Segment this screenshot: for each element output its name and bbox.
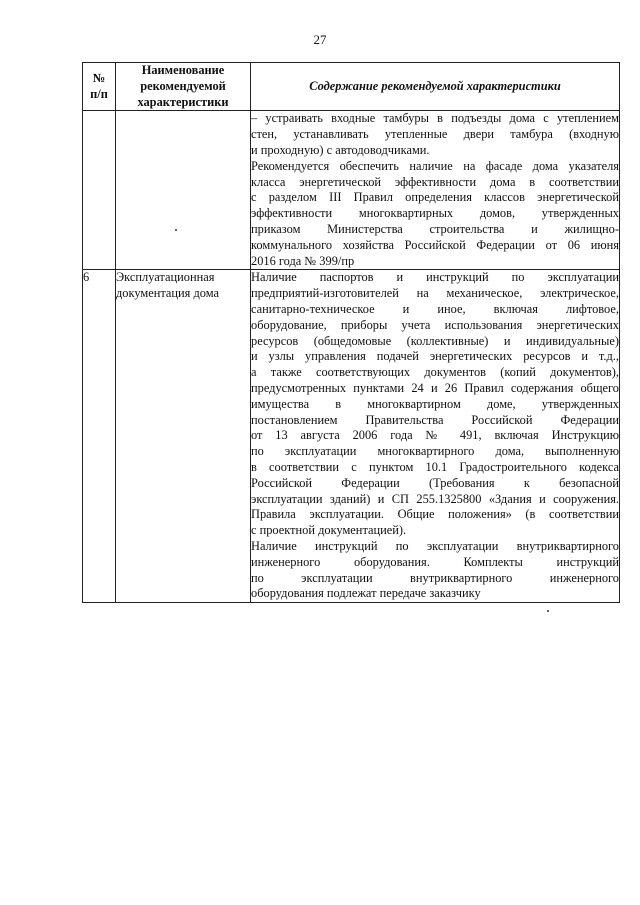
content-line: стен, устанавливать утепленные двери тамбура (входную	[251, 127, 619, 142]
content-line: постановлением Правительства Российской Федерации	[251, 412, 619, 427]
table-row	[83, 111, 620, 270]
content-line: имущества в многоквартирном доме, утвержденных	[251, 396, 619, 411]
scan-speck	[547, 610, 549, 612]
table-row	[83, 270, 620, 603]
content-line: Наличие паспортов и инструкций по эксплуатации	[251, 270, 619, 285]
content-line: по эксплуатации внутриквартирного инженерного	[251, 570, 619, 585]
header-name	[116, 63, 251, 111]
content-line: приказом Министерства строительства и жилищно-	[251, 221, 619, 236]
characteristics-table	[82, 62, 620, 603]
content-line: Правила эксплуатации. Общие положения» (в соответствии	[251, 507, 619, 522]
content-line: класса энергетической эффективности дома в соответствии	[251, 174, 619, 189]
content-line: с проектной документацией).	[251, 523, 407, 538]
characteristic-name-cell	[116, 111, 251, 270]
characteristic-name-line: документация дома	[116, 286, 219, 301]
content-line: а также соответствующих документов (копий документов),	[251, 365, 619, 380]
scan-speck	[175, 229, 177, 231]
content-line: санитарно-техническое и иное, включая лифтовое,	[251, 301, 619, 316]
content-line: Российской Федерации (Требования к безопасной	[251, 475, 619, 490]
content-line: ресурсов (общедомовые (коллективные) и индивидуальные)	[251, 333, 619, 348]
content-line: эксплуатации зданий) и СП 255.1325800 «Здания и сооружения.	[251, 491, 619, 506]
header-content: Содержание рекомендуемой характеристики	[251, 63, 620, 111]
content-line: оборудования подлежат передаче заказчику	[251, 586, 481, 601]
header-name-line: рекомендуемой	[140, 78, 226, 93]
content-line: коммунального хозяйства Российской Федерации от 06 июня	[251, 237, 619, 252]
characteristic-content-cell	[251, 111, 620, 270]
content-line: 2016 года № 399/пр	[251, 253, 355, 268]
content-line: в соответствии с пунктом 10.1 Градостроительного кодекса	[251, 459, 619, 474]
content-line: – устраивать входные тамбуры в подъезды дома с утеплением	[251, 111, 619, 126]
content-line: Рекомендуется обеспечить наличие на фасаде дома указателя	[251, 158, 619, 173]
header-num	[83, 63, 116, 111]
header-name-line: характеристики	[137, 94, 229, 109]
content-line: предприятий-изготовителей на механическое, электрическое,	[251, 286, 619, 301]
content-line: оборудование, приборы учета использования энергетических	[251, 317, 619, 332]
characteristic-name-line: Эксплуатационная	[116, 270, 215, 285]
row-number-cell	[83, 111, 116, 270]
content-line: и узлы управления подачей энергетических ресурсов и т.д.,	[251, 349, 619, 364]
content-line: предусмотренных пунктами 24 и 26 Правил содержания общего	[251, 380, 619, 395]
content-line: эффективности многоквартирных домов, утвержденных	[251, 206, 619, 221]
content-line: Наличие инструкций по эксплуатации внутриквартирного	[251, 538, 619, 553]
content-line: инженерного оборудования. Комплекты инструкций	[251, 554, 619, 569]
content-line: и проходную) с автодоводчиками.	[251, 142, 430, 157]
page-number: 27	[313, 32, 327, 47]
header-num-line: №	[92, 70, 106, 85]
characteristic-content-cell	[251, 270, 620, 603]
header-name-line: Наименование	[141, 63, 225, 77]
characteristic-name-cell	[116, 270, 251, 603]
content-line: с разделом III Правил определения классов энергетической	[251, 190, 619, 205]
row-number-cell: 6	[83, 270, 116, 603]
content-line: по эксплуатации многоквартирного дома, выполненную	[251, 444, 619, 459]
content-line: от 13 августа 2006 года № 491, включая Инструкцию	[251, 428, 619, 443]
table-header-row	[83, 63, 620, 111]
header-num-line: п/п	[90, 86, 108, 101]
